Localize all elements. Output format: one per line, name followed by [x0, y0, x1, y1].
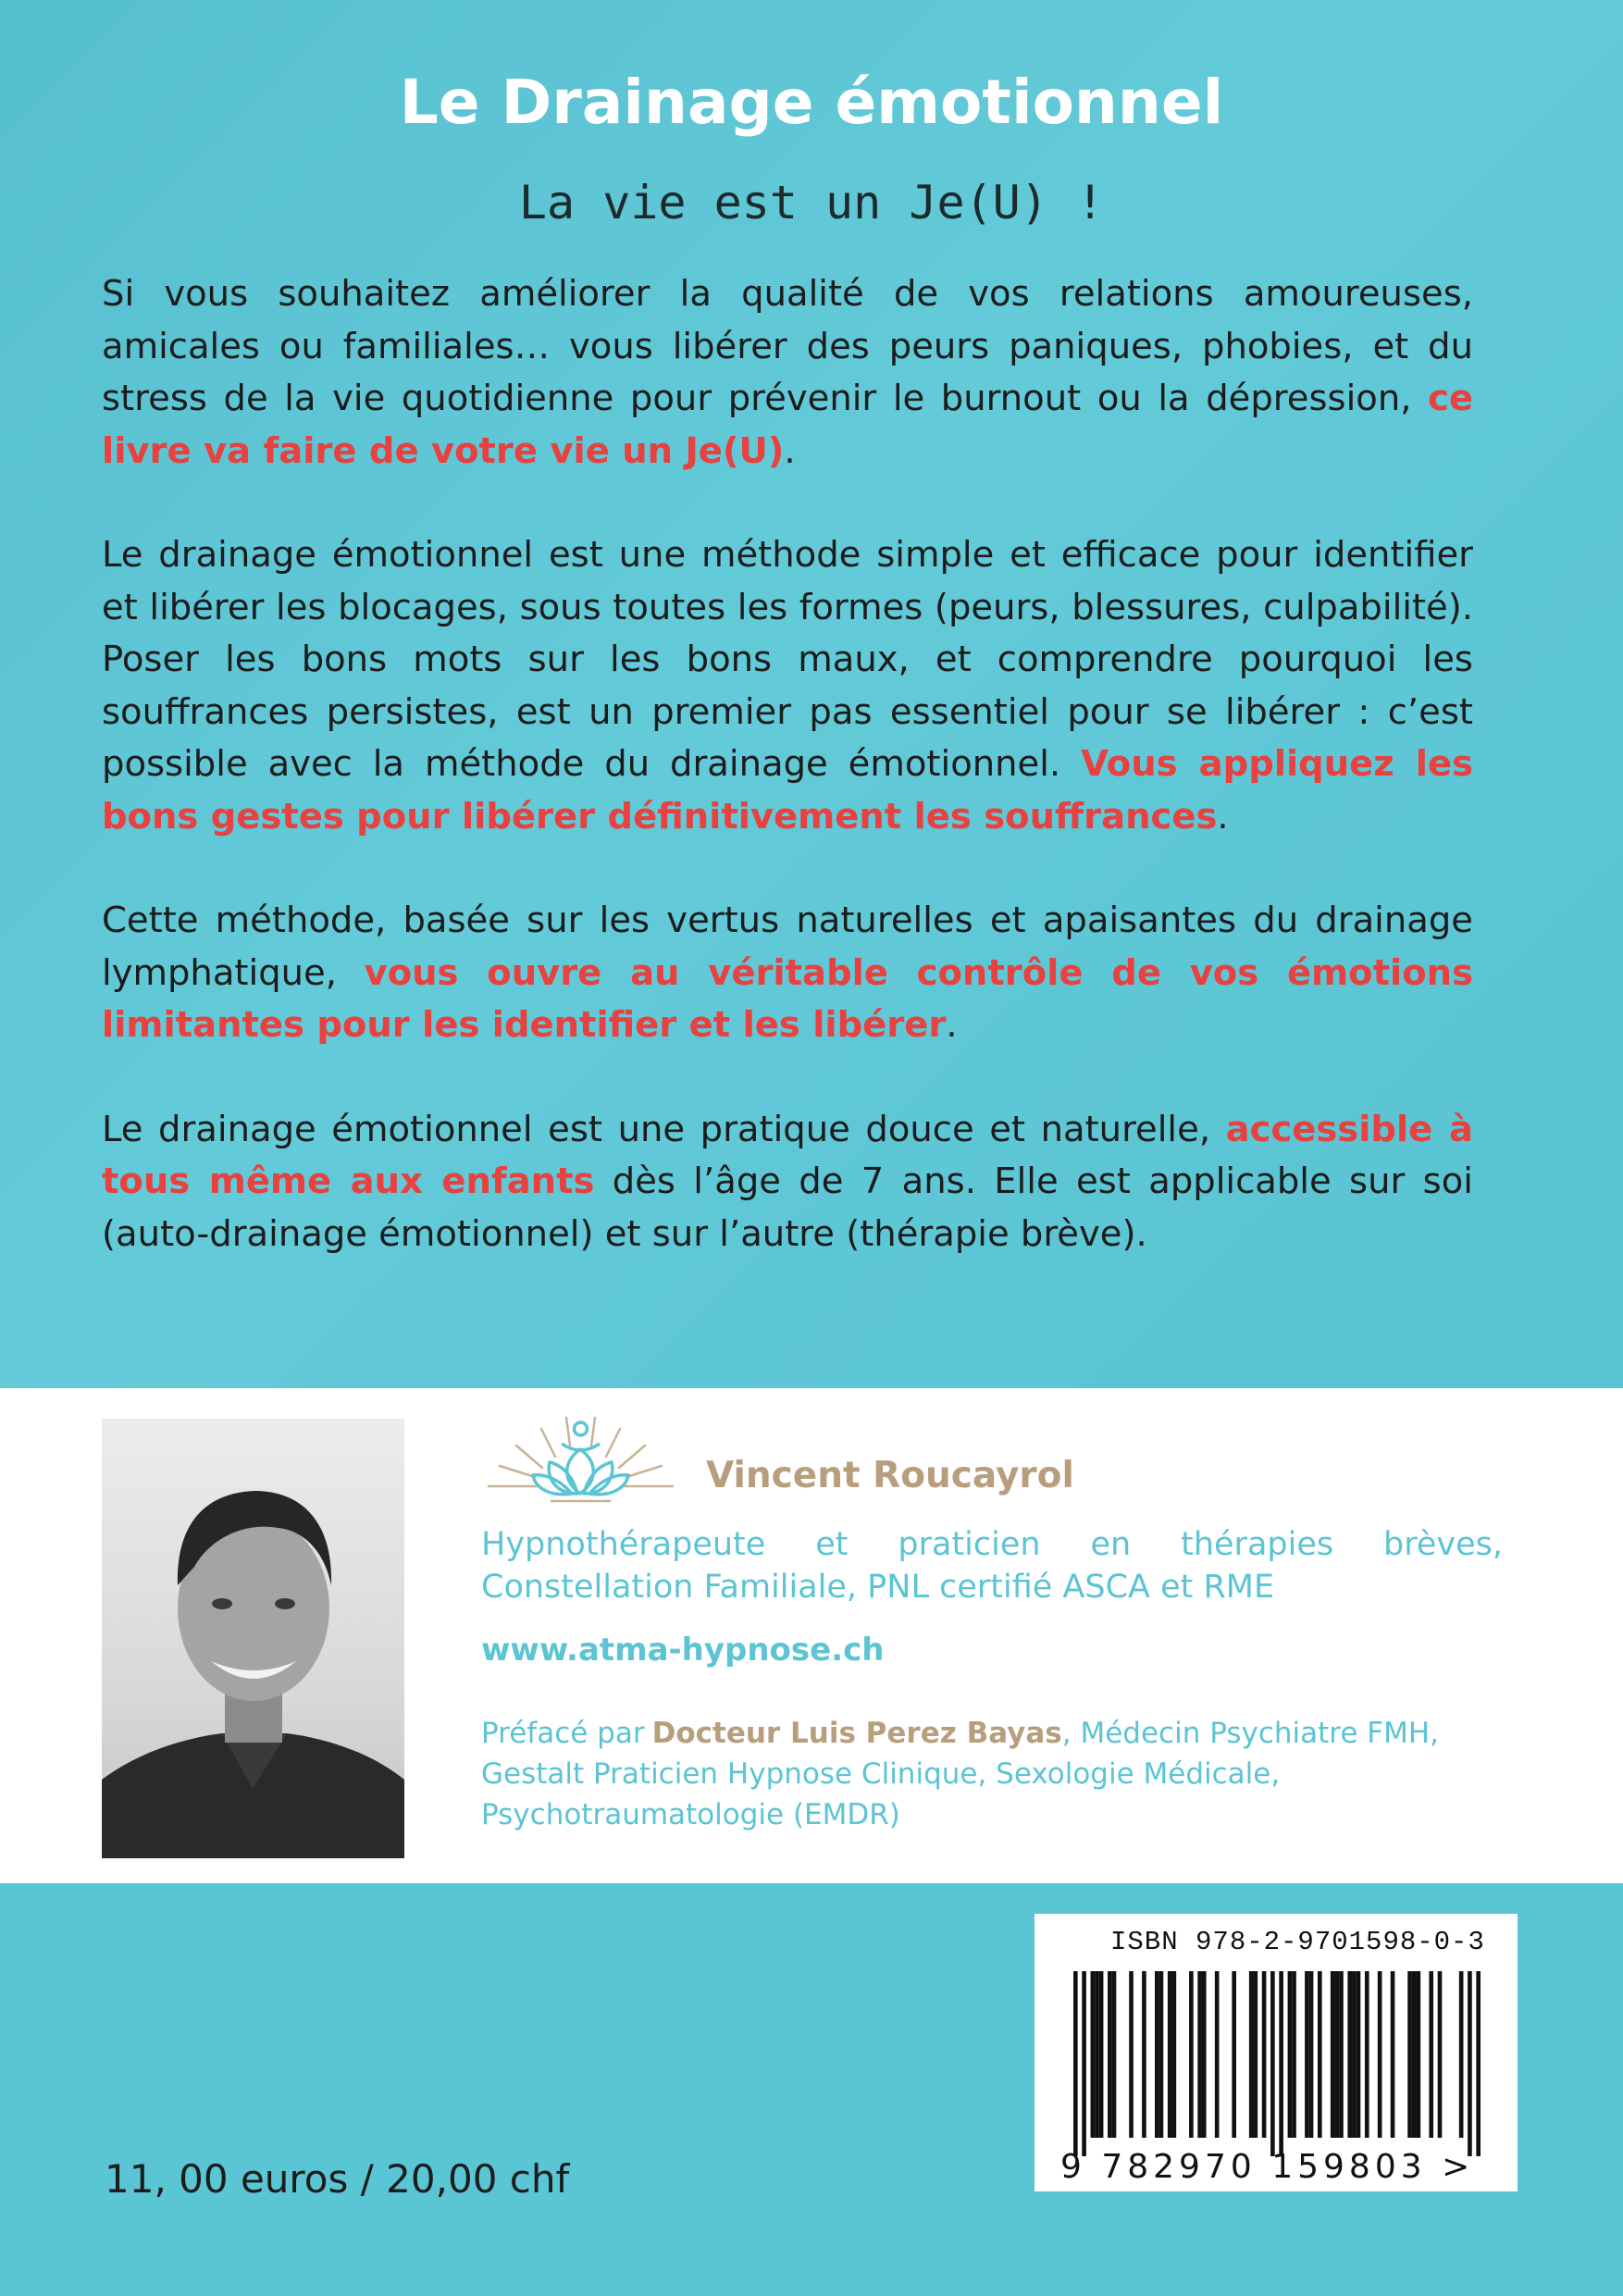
paragraph-after: . [1217, 795, 1229, 838]
paragraph-highlight: ce livre va faire de votre vie un Je(U) [102, 378, 1473, 472]
barcode-bar [1391, 1971, 1395, 2138]
barcode-bar [1417, 1971, 1421, 2138]
paragraph-1 [102, 268, 1473, 478]
barcode-bar [1357, 1971, 1361, 2138]
barcode-bar [1468, 1971, 1472, 2156]
barcode-bar [1318, 1971, 1322, 2138]
barcode-bar [1339, 1971, 1344, 2138]
barcode-bar [1288, 1971, 1293, 2138]
barcode-bar [1189, 1971, 1194, 2138]
barcode-bar [1305, 1971, 1309, 2138]
barcode-bar [1108, 1971, 1112, 2138]
paragraph-highlight: accessible à tous même aux enfants [102, 1108, 1473, 1202]
author-photo [102, 1419, 404, 1858]
role-line-2: Constellation Familiale, PNL certifié ASCA et RME [481, 1569, 1275, 1606]
barcode-bar [1142, 1971, 1146, 2138]
barcode-bar [1378, 1971, 1382, 2138]
barcode-bar [1091, 1971, 1096, 2138]
paragraph-3 [102, 895, 1473, 1052]
barcode-bar [1429, 1971, 1433, 2138]
barcode-bar [1172, 1971, 1177, 2138]
barcode-bar [1279, 1971, 1283, 2156]
paragraph-after: . [784, 429, 796, 472]
preface-author: Docteur Luis Perez Bayas [651, 1717, 1062, 1750]
paragraph-text: Le drainage émotionnel est une méthode simple et efficace pour identifier et libérer les blocages, sous toutes les formes (peurs, blessures, culpabilité). Poser les bons mots sur les bons maux, et comprendre pourquoi les souffrances persistes, est un premier pas essentiel pour se libérer : c’est possible avec la méthode du drainage émotionnel. [102, 534, 1473, 785]
isbn-block [1035, 1914, 1518, 2191]
barcode-bar [1099, 1971, 1104, 2138]
barcode-bar [1335, 1971, 1340, 2138]
paragraph-text: Cette méthode, basée sur les vertus naturelles et apaisantes du drainage lymphatique, [102, 900, 1473, 994]
barcode-bar [1082, 1971, 1086, 2156]
barcode-bar [1438, 1971, 1443, 2138]
barcode-bar [1197, 1971, 1202, 2138]
barcode-bar [1202, 1971, 1207, 2138]
paragraph-2 [102, 529, 1473, 843]
barcode-bar [1249, 1971, 1254, 2138]
barcode-bar [1331, 1971, 1335, 2138]
barcode-bar [1073, 1971, 1078, 2156]
website-link[interactable]: www.atma-hypnose.ch [481, 1632, 885, 1669]
barcode-digits: 9 782970 159803 > [1060, 2148, 1475, 2186]
barcode-bar [1407, 1971, 1412, 2138]
barcode-bar [1215, 1971, 1220, 2138]
preface-credentials: , Médecin Psychiatre FMH, Gestalt Praticien Hypnose Clinique, Sexologie Médicale, Psychotraumatologie (EMDR) [481, 1717, 1440, 1831]
paragraph-text: Le drainage émotionnel est une pratique douce et naturelle, [102, 1108, 1226, 1150]
barcode-bar [1352, 1971, 1357, 2138]
barcode-bar [1232, 1971, 1236, 2138]
barcode-bar [1112, 1971, 1117, 2138]
barcode-bar [1309, 1971, 1314, 2138]
book-subtitle: La vie est un Je(U) ! [518, 176, 1105, 230]
barcode-bar [1270, 1971, 1275, 2156]
preface-label: Préfacé par [481, 1717, 645, 1750]
barcode-bar [1129, 1971, 1134, 2138]
barcode-bar [1365, 1971, 1369, 2138]
barcode-bar [1262, 1971, 1267, 2138]
book-title: Le Drainage émotionnel [399, 67, 1224, 138]
lotus-meditation-icon [481, 1409, 680, 1510]
barcode-bar [1292, 1971, 1296, 2138]
barcode-bar [1168, 1971, 1172, 2138]
paragraph-text: Si vous souhaitez améliorer la qualité de vos relations amoureuses, amicales ou familiales… vous libérer des peurs paniques, phobies, et du stress de la vie quotidienne pour prévenir le burnout ou la dépression, [102, 273, 1473, 419]
barcode-bar [1155, 1971, 1159, 2138]
preface [481, 1713, 1503, 1835]
author-role [481, 1523, 1503, 1608]
paragraph-highlight: Vous appliquez les bons gestes pour libérer définitivement les souffrances [102, 743, 1473, 838]
role-line-1: Hypnothérapeute et praticien en thérapies brèves, [481, 1526, 1503, 1563]
barcode-bar [1459, 1971, 1464, 2138]
barcode-bar [1095, 1971, 1099, 2138]
paragraph-after: . [946, 1004, 958, 1046]
description [102, 268, 1473, 1312]
price: 11, 00 euros / 20,00 chf [105, 2156, 570, 2202]
paragraph-4 [102, 1104, 1473, 1261]
barcode-bar [1412, 1971, 1417, 2138]
barcode-bar [1347, 1971, 1352, 2138]
barcode-bar [1159, 1971, 1164, 2138]
paragraph-highlight: vous ouvre au véritable contrôle de vos émotions limitantes pour les identifier et les libérer [102, 951, 1474, 1046]
isbn-label: ISBN 978-2-9701598-0-3 [1110, 1927, 1485, 1957]
paragraph-after: dès l’âge de 7 ans. Elle est applicable sur soi (auto-drainage émotionnel) et sur l’autre (thérapie brève). [102, 1160, 1473, 1255]
author-name: Vincent Roucayrol [706, 1455, 1074, 1496]
barcode-bar [1254, 1971, 1258, 2138]
barcode-bar [1476, 1971, 1481, 2156]
barcode [1073, 1971, 1481, 2156]
